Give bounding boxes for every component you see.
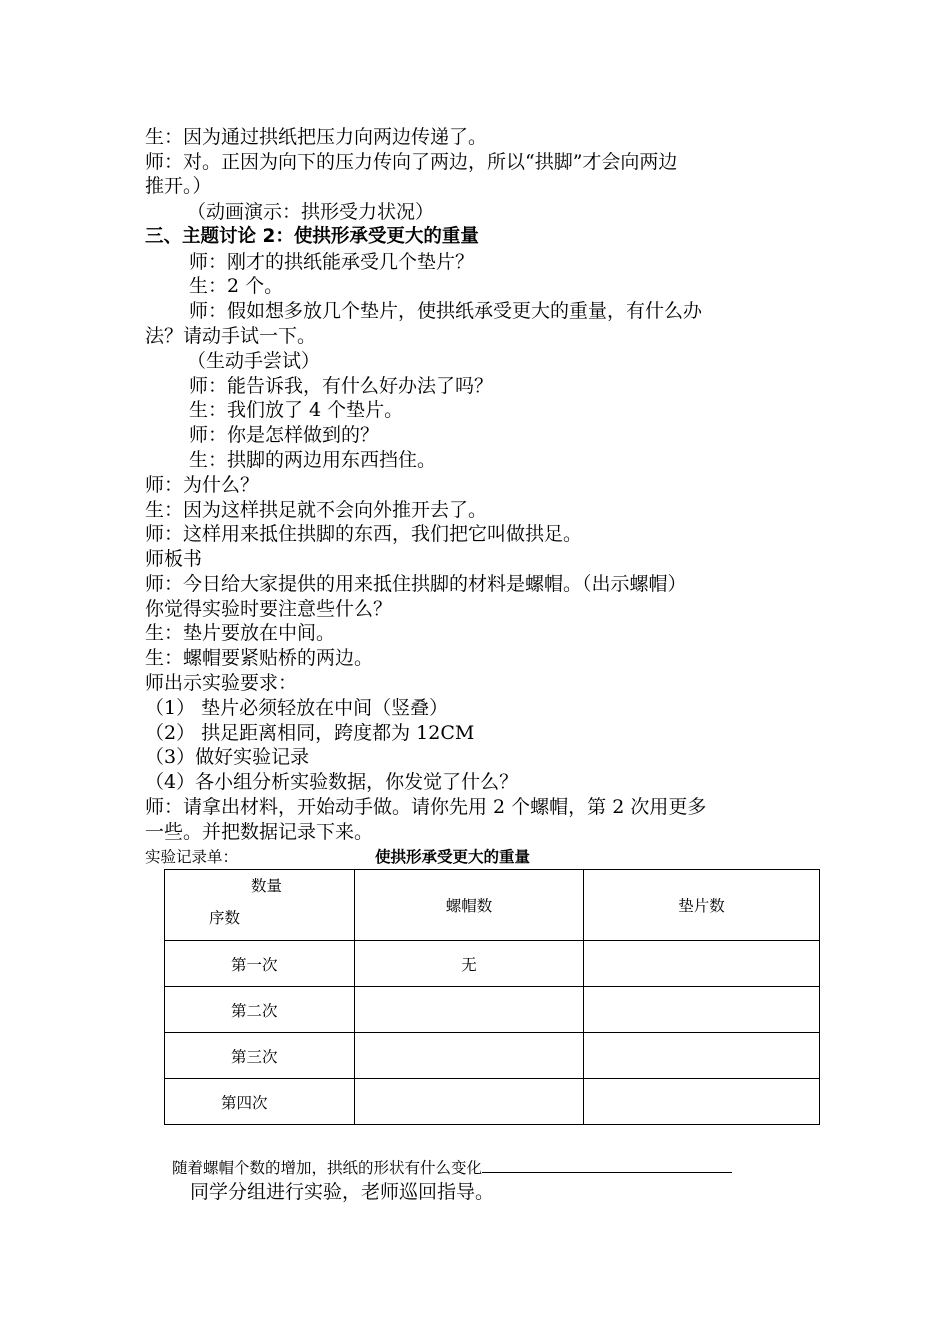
dialogue-line: 你觉得实验时要注意些什么？ <box>145 598 393 620</box>
row-label: 第三次 <box>165 1033 355 1079</box>
record-table <box>164 869 820 1125</box>
requirement-item: （4）各小组分析实验数据，你发觉了什么？ <box>145 771 519 793</box>
requirement-item: （1） 垫片必须轻放在中间（竖叠） <box>145 697 449 719</box>
nut-count-cell <box>355 1033 584 1079</box>
dialogue-line: 师：为什么？ <box>145 474 260 496</box>
dialogue-line: 生：2 个。 <box>189 275 284 297</box>
pad-count-cell <box>584 987 820 1033</box>
nut-count-cell: 无 <box>355 941 584 987</box>
dialogue-line: 师：请拿出材料，开始动手做。请你先用 2 个螺帽，第 2 次用更多 <box>145 796 707 818</box>
section-heading: 三、主题讨论 2：使拱形承受更大的重量 <box>145 226 479 247</box>
dialogue-line: 师：今日给大家提供的用来抵住拱脚的材料是螺帽。（出示螺帽） <box>145 573 687 595</box>
row-label: 第二次 <box>165 987 355 1033</box>
dialogue-line: 师板书 <box>145 548 203 570</box>
header-sequence-label: 序数 <box>209 909 241 927</box>
dialogue-line: 生：因为通过拱纸把压力向两边传递了。 <box>145 126 488 148</box>
table-row <box>165 1033 820 1079</box>
table-header-diagonal-cell <box>165 870 355 941</box>
dialogue-line: 一些。并把数据记录下来。 <box>145 821 374 843</box>
dialogue-line: 师：假如想多放几个垫片，使拱纸承受更大的重量，有什么办 <box>189 300 703 322</box>
nut-count-cell <box>355 1079 584 1125</box>
dialogue-line: 师出示实验要求： <box>145 672 298 694</box>
pad-count-cell <box>584 941 820 987</box>
stage-note: （生动手尝试） <box>187 350 321 372</box>
dialogue-line: 生：拱脚的两边用东西挡住。 <box>189 449 437 471</box>
requirement-item: （3）做好实验记录 <box>145 746 310 768</box>
table-row <box>165 987 820 1033</box>
closing-line: 同学分组进行实验，老师巡回指导。 <box>190 1181 495 1203</box>
header-quantity-label: 数量 <box>251 877 283 895</box>
header-pad-count: 垫片数 <box>584 870 820 941</box>
dialogue-line: 师：刚才的拱纸能承受几个垫片？ <box>189 251 475 273</box>
answer-blank[interactable] <box>482 1156 732 1173</box>
record-sheet-label: 实验记录单： <box>145 848 239 866</box>
dialogue-line: 生：因为这样拱足就不会向外推开去了。 <box>145 499 488 521</box>
row-label: 第四次 <box>165 1079 355 1125</box>
pad-count-cell <box>584 1033 820 1079</box>
stage-note: （动画演示：拱形受力状况） <box>187 201 435 223</box>
nut-count-cell <box>355 987 584 1033</box>
requirement-item: （2） 拱足距离相同，跨度都为 12CM <box>145 722 475 744</box>
dialogue-line: 师：你是怎样做到的？ <box>189 424 380 446</box>
dialogue-line: 生：垫片要放在中间。 <box>145 622 336 644</box>
pad-count-cell <box>584 1079 820 1125</box>
header-nut-count: 螺帽数 <box>355 870 584 941</box>
dialogue-line: 生：螺帽要紧贴桥的两边。 <box>145 647 374 669</box>
record-sheet-title: 使拱形承受更大的重量 <box>375 848 531 866</box>
reflection-question <box>172 1156 732 1178</box>
dialogue-line: 法？请动手试一下。 <box>145 325 317 347</box>
dialogue-line: 师：这样用来抵住拱脚的东西，我们把它叫做拱足。 <box>145 523 583 545</box>
table-row <box>165 1079 820 1125</box>
dialogue-line: 生：我们放了 4 个垫片。 <box>189 399 404 421</box>
dialogue-line: 师：能告诉我，有什么好办法了吗？ <box>189 375 494 397</box>
question-text: 随着螺帽个数的增加，拱纸的形状有什么变化 <box>172 1159 483 1177</box>
table-row <box>165 941 820 987</box>
table-header-row <box>165 870 820 941</box>
row-label: 第一次 <box>165 941 355 987</box>
dialogue-line: 推开。） <box>145 175 212 197</box>
dialogue-line: 师：对。正因为向下的压力传向了两边，所以“拱脚”才会向两边 <box>145 151 678 173</box>
